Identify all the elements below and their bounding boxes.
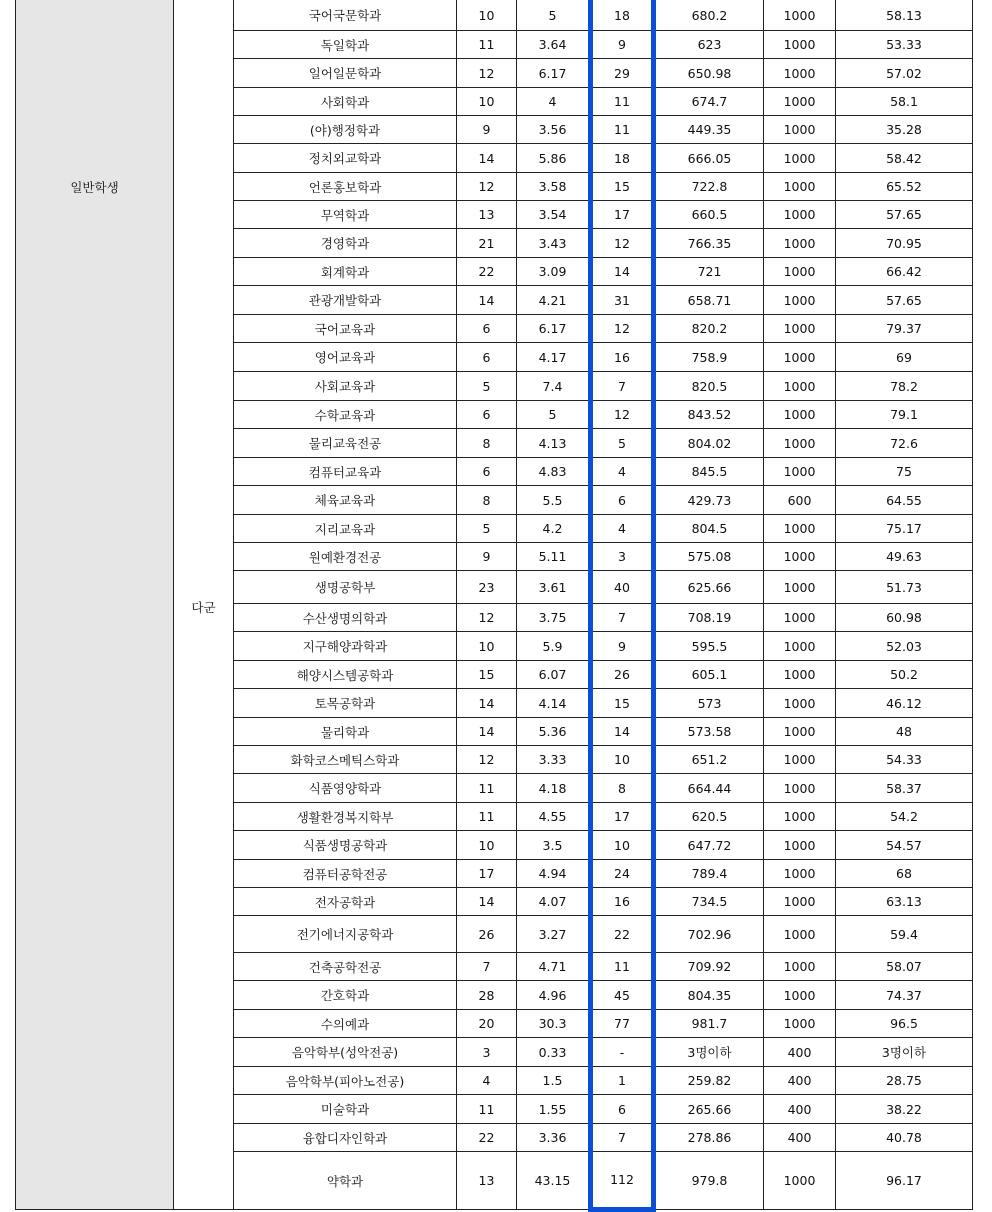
department-cell: 약학과 [234,1152,457,1210]
department-cell: 사회학과 [234,88,457,116]
column-6-cell: 58.1 [836,88,973,116]
column-3-cell: 15 [591,173,654,201]
column-5-cell: 1000 [764,860,836,888]
column-5-cell: 400 [764,1038,836,1067]
column-5-cell: 1000 [764,661,836,689]
column-4-cell: 625.66 [654,571,764,604]
column-1-cell: 14 [457,888,517,916]
column-2-cell: 4.2 [517,515,591,543]
column-1-cell: 23 [457,571,517,604]
column-6-cell: 57.02 [836,59,973,88]
column-2-cell: 3.09 [517,258,591,286]
column-4-cell: 658.71 [654,286,764,315]
column-4-cell: 265.66 [654,1095,764,1124]
column-2-cell: 3.33 [517,746,591,774]
department-cell: 간호학과 [234,981,457,1010]
column-4-cell: 449.35 [654,116,764,144]
department-cell: 컴퓨터공학전공 [234,860,457,888]
column-6-cell: 79.1 [836,401,973,429]
column-5-cell: 1000 [764,803,836,831]
column-1-cell: 13 [457,1152,517,1210]
column-2-cell: 4.94 [517,860,591,888]
column-5-cell: 1000 [764,774,836,803]
column-6-cell: 75 [836,458,973,486]
column-2-cell: 3.36 [517,1124,591,1152]
column-2-cell: 3.64 [517,31,591,59]
column-2-cell: 3.61 [517,571,591,604]
department-cell: 경영학과 [234,229,457,258]
column-5-cell: 1000 [764,144,836,173]
column-4-cell: 979.8 [654,1152,764,1210]
column-4-cell: 573.58 [654,718,764,746]
column-3-cell: 10 [591,746,654,774]
column-3-cell: 8 [591,774,654,803]
column-1-cell: 10 [457,88,517,116]
column-3-cell: 18 [591,144,654,173]
column-5-cell: 1000 [764,372,836,401]
column-3-cell: 77 [591,1010,654,1038]
column-5-cell: 1000 [764,59,836,88]
column-6-cell: 28.75 [836,1067,973,1095]
column-3-cell: 12 [591,401,654,429]
department-cell: 전자공학과 [234,888,457,916]
column-3-cell: 31 [591,286,654,315]
column-2-cell: 4.96 [517,981,591,1010]
column-4-cell: 820.5 [654,372,764,401]
column-6-cell: 57.65 [836,201,973,229]
department-cell: 정치외교학과 [234,144,457,173]
column-2-cell: 6.07 [517,661,591,689]
column-3-cell: 1 [591,1067,654,1095]
table-row [16,0,973,31]
column-1-cell: 12 [457,746,517,774]
column-1-cell: 28 [457,981,517,1010]
column-6-cell: 58.07 [836,953,973,981]
column-5-cell: 1000 [764,458,836,486]
department-cell: 미술학과 [234,1095,457,1124]
column-4-cell: 595.5 [654,632,764,661]
column-2-cell: 4.13 [517,429,591,458]
column-4-cell: 650.98 [654,59,764,88]
column-5-cell: 1000 [764,1152,836,1210]
department-cell: 수산생명의학과 [234,604,457,632]
column-1-cell: 22 [457,258,517,286]
column-2-cell: 5 [517,401,591,429]
column-4-cell: 804.5 [654,515,764,543]
column-6-cell: 60.98 [836,604,973,632]
column-4-cell: 702.96 [654,916,764,953]
department-cell: 음악학부(피아노전공) [234,1067,457,1095]
column-6-cell: 64.55 [836,486,973,515]
department-cell: 화학코스메틱스학과 [234,746,457,774]
column-3-cell: 26 [591,661,654,689]
column-2-cell: 5 [517,0,591,31]
department-cell: 언론홍보학과 [234,173,457,201]
column-3-cell: - [591,1038,654,1067]
column-5-cell: 1000 [764,831,836,860]
column-2-cell: 4.17 [517,343,591,372]
column-2-cell: 4.07 [517,888,591,916]
column-3-cell: 7 [591,372,654,401]
column-1-cell: 12 [457,173,517,201]
column-5-cell: 1000 [764,888,836,916]
column-5-cell: 1000 [764,953,836,981]
column-3-cell: 14 [591,718,654,746]
column-3-cell: 16 [591,888,654,916]
department-cell: 지구해양과학과 [234,632,457,661]
column-4-cell: 766.35 [654,229,764,258]
column-3-cell: 22 [591,916,654,953]
column-4-cell: 3명이하 [654,1038,764,1067]
column-2-cell: 3.27 [517,916,591,953]
column-6-cell: 3명이하 [836,1038,973,1067]
column-1-cell: 8 [457,429,517,458]
department-cell: 사회교육과 [234,372,457,401]
column-1-cell: 12 [457,604,517,632]
column-4-cell: 674.7 [654,88,764,116]
column-6-cell: 65.52 [836,173,973,201]
column-2-cell: 3.54 [517,201,591,229]
column-5-cell: 1000 [764,343,836,372]
column-6-cell: 35.28 [836,116,973,144]
column-2-cell: 30.3 [517,1010,591,1038]
column-5-cell: 1000 [764,116,836,144]
column-4-cell: 623 [654,31,764,59]
column-5-cell: 1000 [764,543,836,571]
column-5-cell: 400 [764,1124,836,1152]
column-5-cell: 1000 [764,429,836,458]
column-6-cell: 78.2 [836,372,973,401]
column-3-cell: 9 [591,632,654,661]
column-1-cell: 4 [457,1067,517,1095]
department-cell: 물리학과 [234,718,457,746]
column-2-cell: 5.9 [517,632,591,661]
column-3-cell: 11 [591,116,654,144]
column-1-cell: 20 [457,1010,517,1038]
department-cell: 무역학과 [234,201,457,229]
column-3-cell: 7 [591,604,654,632]
column-5-cell: 1000 [764,88,836,116]
column-6-cell: 54.57 [836,831,973,860]
column-6-cell: 54.33 [836,746,973,774]
column-5-cell: 1000 [764,201,836,229]
column-5-cell: 1000 [764,571,836,604]
column-5-cell: 1000 [764,286,836,315]
column-6-cell: 58.13 [836,0,973,31]
column-5-cell: 1000 [764,632,836,661]
column-5-cell: 1000 [764,515,836,543]
group-cell: 다군 [174,0,234,1210]
column-4-cell: 758.9 [654,343,764,372]
column-2-cell: 1.55 [517,1095,591,1124]
column-5-cell: 1000 [764,258,836,286]
column-1-cell: 5 [457,372,517,401]
column-3-cell: 10 [591,831,654,860]
column-6-cell: 57.65 [836,286,973,315]
column-4-cell: 981.7 [654,1010,764,1038]
column-3-cell: 6 [591,486,654,515]
column-2-cell: 43.15 [517,1152,591,1210]
column-4-cell: 620.5 [654,803,764,831]
department-cell: 독일학과 [234,31,457,59]
column-2-cell: 1.5 [517,1067,591,1095]
column-1-cell: 14 [457,689,517,718]
department-cell: (야)행정학과 [234,116,457,144]
column-4-cell: 820.2 [654,315,764,343]
column-4-cell: 651.2 [654,746,764,774]
column-2-cell: 4.14 [517,689,591,718]
column-2-cell: 4 [517,88,591,116]
column-3-cell: 5 [591,429,654,458]
column-3-cell: 17 [591,803,654,831]
column-4-cell: 734.5 [654,888,764,916]
column-3-cell: 3 [591,543,654,571]
department-cell: 일어일문학과 [234,59,457,88]
column-5-cell: 1000 [764,315,836,343]
column-1-cell: 6 [457,458,517,486]
column-2-cell: 5.36 [517,718,591,746]
column-1-cell: 6 [457,315,517,343]
column-1-cell: 17 [457,860,517,888]
column-3-cell: 18 [591,0,654,31]
column-4-cell: 722.8 [654,173,764,201]
department-cell: 융합디자인학과 [234,1124,457,1152]
department-cell: 전기에너지공학과 [234,916,457,953]
column-6-cell: 58.42 [836,144,973,173]
column-2-cell: 3.56 [517,116,591,144]
column-4-cell: 721 [654,258,764,286]
department-cell: 원예환경전공 [234,543,457,571]
column-2-cell: 6.17 [517,315,591,343]
column-6-cell: 49.63 [836,543,973,571]
department-cell: 식품영양학과 [234,774,457,803]
column-6-cell: 74.37 [836,981,973,1010]
column-1-cell: 5 [457,515,517,543]
department-cell: 생활환경복지학부 [234,803,457,831]
column-2-cell: 4.83 [517,458,591,486]
column-6-cell: 96.17 [836,1152,973,1210]
column-1-cell: 10 [457,831,517,860]
column-1-cell: 10 [457,632,517,661]
column-6-cell: 53.33 [836,31,973,59]
column-5-cell: 1000 [764,746,836,774]
column-1-cell: 12 [457,59,517,88]
column-4-cell: 278.86 [654,1124,764,1152]
department-cell: 음악학부(성악전공) [234,1038,457,1067]
department-cell: 국어국문학과 [234,0,457,31]
column-2-cell: 0.33 [517,1038,591,1067]
column-1-cell: 11 [457,803,517,831]
column-2-cell: 5.11 [517,543,591,571]
column-4-cell: 664.44 [654,774,764,803]
column-2-cell: 7.4 [517,372,591,401]
column-3-cell: 6 [591,1095,654,1124]
column-6-cell: 63.13 [836,888,973,916]
column-1-cell: 9 [457,116,517,144]
column-5-cell: 400 [764,1095,836,1124]
column-3-cell: 29 [591,59,654,88]
admissions-results-table [15,0,973,1212]
column-3-cell: 4 [591,515,654,543]
column-4-cell: 843.52 [654,401,764,429]
department-cell: 국어교육과 [234,315,457,343]
column-6-cell: 38.22 [836,1095,973,1124]
department-cell: 해양시스템공학과 [234,661,457,689]
column-6-cell: 48 [836,718,973,746]
column-1-cell: 10 [457,0,517,31]
column-5-cell: 1000 [764,916,836,953]
column-3-cell: 11 [591,88,654,116]
column-1-cell: 22 [457,1124,517,1152]
column-4-cell: 709.92 [654,953,764,981]
department-cell: 수의예과 [234,1010,457,1038]
column-4-cell: 575.08 [654,543,764,571]
department-cell: 건축공학전공 [234,953,457,981]
column-6-cell: 69 [836,343,973,372]
column-1-cell: 6 [457,401,517,429]
department-cell: 토목공학과 [234,689,457,718]
column-5-cell: 1000 [764,604,836,632]
column-5-cell: 1000 [764,401,836,429]
column-1-cell: 26 [457,916,517,953]
department-cell: 회계학과 [234,258,457,286]
column-6-cell: 96.5 [836,1010,973,1038]
column-4-cell: 845.5 [654,458,764,486]
column-6-cell: 51.73 [836,571,973,604]
column-1-cell: 11 [457,774,517,803]
column-2-cell: 5.5 [517,486,591,515]
column-1-cell: 15 [457,661,517,689]
column-3-cell: 12 [591,315,654,343]
column-2-cell: 5.86 [517,144,591,173]
column-2-cell: 4.21 [517,286,591,315]
column-5-cell: 1000 [764,718,836,746]
column-2-cell: 4.18 [517,774,591,803]
column-5-cell: 1000 [764,981,836,1010]
column-1-cell: 14 [457,718,517,746]
department-cell: 식품생명공학과 [234,831,457,860]
column-3-cell: 24 [591,860,654,888]
column-3-cell: 9 [591,31,654,59]
column-3-cell: 7 [591,1124,654,1152]
column-6-cell: 58.37 [836,774,973,803]
column-4-cell: 708.19 [654,604,764,632]
column-2-cell: 3.43 [517,229,591,258]
column-5-cell: 1000 [764,31,836,59]
column-3-cell: 40 [591,571,654,604]
column-4-cell: 804.02 [654,429,764,458]
column-3-cell: 12 [591,229,654,258]
column-4-cell: 789.4 [654,860,764,888]
column-4-cell: 666.05 [654,144,764,173]
column-2-cell: 3.5 [517,831,591,860]
column-2-cell: 6.17 [517,59,591,88]
column-1-cell: 8 [457,486,517,515]
column-3-cell: 17 [591,201,654,229]
column-3-cell: 16 [591,343,654,372]
column-1-cell: 14 [457,286,517,315]
column-4-cell: 605.1 [654,661,764,689]
column-3-cell: 15 [591,689,654,718]
column-6-cell: 70.95 [836,229,973,258]
department-cell: 지리교육과 [234,515,457,543]
column-5-cell: 1000 [764,229,836,258]
column-1-cell: 6 [457,343,517,372]
department-cell: 수학교육과 [234,401,457,429]
column-5-cell: 1000 [764,1010,836,1038]
column-6-cell: 54.2 [836,803,973,831]
department-cell: 영어교육과 [234,343,457,372]
department-cell: 생명공학부 [234,571,457,604]
column-2-cell: 4.55 [517,803,591,831]
column-6-cell: 59.4 [836,916,973,953]
column-5-cell: 1000 [764,173,836,201]
column-6-cell: 46.12 [836,689,973,718]
column-1-cell: 11 [457,1095,517,1124]
column-2-cell: 3.58 [517,173,591,201]
department-cell: 컴퓨터교육과 [234,458,457,486]
column-1-cell: 9 [457,543,517,571]
column-1-cell: 21 [457,229,517,258]
column-2-cell: 3.75 [517,604,591,632]
column-3-cell: 14 [591,258,654,286]
column-6-cell: 66.42 [836,258,973,286]
column-3-cell: 4 [591,458,654,486]
column-6-cell: 79.37 [836,315,973,343]
department-cell: 체육교육과 [234,486,457,515]
column-3-cell: 45 [591,981,654,1010]
column-6-cell: 72.6 [836,429,973,458]
department-cell: 물리교육전공 [234,429,457,458]
column-5-cell: 600 [764,486,836,515]
column-4-cell: 680.2 [654,0,764,31]
column-6-cell: 75.17 [836,515,973,543]
column-5-cell: 1000 [764,0,836,31]
column-4-cell: 429.73 [654,486,764,515]
column-1-cell: 3 [457,1038,517,1067]
column-4-cell: 573 [654,689,764,718]
student-type-cell: 일반학생 [16,0,174,1210]
column-3-cell: 11 [591,953,654,981]
department-cell: 관광개발학과 [234,286,457,315]
column-1-cell: 14 [457,144,517,173]
column-4-cell: 259.82 [654,1067,764,1095]
column-4-cell: 660.5 [654,201,764,229]
column-4-cell: 647.72 [654,831,764,860]
column-6-cell: 68 [836,860,973,888]
column-5-cell: 400 [764,1067,836,1095]
column-4-cell: 804.35 [654,981,764,1010]
column-1-cell: 13 [457,201,517,229]
column-1-cell: 11 [457,31,517,59]
column-1-cell: 7 [457,953,517,981]
column-6-cell: 50.2 [836,661,973,689]
column-2-cell: 4.71 [517,953,591,981]
column-5-cell: 1000 [764,689,836,718]
column-6-cell: 52.03 [836,632,973,661]
column-6-cell: 40.78 [836,1124,973,1152]
column-3-cell: 112 [591,1152,654,1210]
